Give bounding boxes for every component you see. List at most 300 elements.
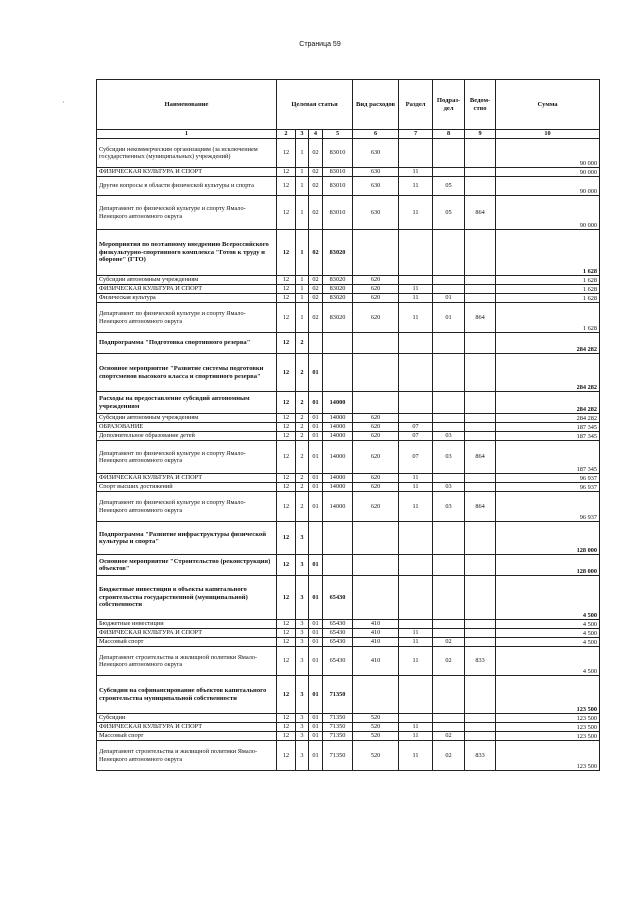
target-program-cell: 12 [277,423,296,432]
subsection-cell: 02 [433,741,465,771]
amount-cell: 123 500 [496,714,600,723]
expense-type-cell: 520 [353,741,399,771]
department-code-cell [465,294,496,303]
amount-cell: 123 500 [496,723,600,732]
table-row [97,230,600,276]
target-activity-cell [309,333,323,354]
table-row [97,294,600,303]
expense-type-cell: 620 [353,492,399,522]
section-cell: 11 [399,303,433,333]
section-cell: 07 [399,441,433,474]
target-activity-cell: 01 [309,676,323,714]
target-program-cell: 12 [277,333,296,354]
target-subprogram-cell: 3 [296,676,309,714]
target-direction-cell [323,333,353,354]
expense-type-cell: 620 [353,483,399,492]
target-subprogram-cell: 2 [296,492,309,522]
header-row [97,80,600,130]
amount-cell: 4 500 [496,620,600,629]
target-activity-cell: 01 [309,723,323,732]
col-number: 4 [309,130,323,139]
target-direction-cell [323,555,353,576]
target-direction-cell: 14000 [323,483,353,492]
amount-cell: 1 628 [496,294,600,303]
expense-type-cell: 620 [353,474,399,483]
col-expense-type-header: Вид расходов [353,80,399,130]
target-program-cell: 12 [277,474,296,483]
table-row [97,303,600,333]
department-code-cell [465,432,496,441]
department-code-cell [465,714,496,723]
column-number-row [97,130,600,139]
subsection-cell [433,620,465,629]
section-cell [399,676,433,714]
target-subprogram-cell: 3 [296,555,309,576]
col-number: 1 [97,130,277,139]
subsection-cell [433,285,465,294]
department-code-cell [465,483,496,492]
expense-type-cell [353,555,399,576]
row-name-cell: Основное мероприятие "Развитие системы подготовки спортсменов высокого класса и спортивного резерва" [97,354,277,392]
target-activity-cell: 02 [309,168,323,177]
target-subprogram-cell: 2 [296,423,309,432]
col-amount-header: Сумма [496,80,600,130]
target-subprogram-cell: 1 [296,139,309,168]
subsection-cell [433,714,465,723]
department-code-cell [465,230,496,276]
amount-cell: 96 937 [496,474,600,483]
subsection-cell [433,168,465,177]
expense-type-cell: 630 [353,168,399,177]
target-activity-cell: 01 [309,392,323,414]
target-activity-cell: 01 [309,432,323,441]
row-name-cell: Мероприятия по поэтапному внедрению Всероссийского физкультурно-спортивного комплекса "Готов к труду и обороне" (ГТО) [97,230,277,276]
amount-cell: 4 500 [496,576,600,620]
department-code-cell [465,732,496,741]
expense-type-cell [353,230,399,276]
target-direction-cell: 14000 [323,414,353,423]
amount-cell: 284 282 [496,392,600,414]
subsection-cell [433,474,465,483]
expense-type-cell: 410 [353,647,399,676]
row-name-cell: ФИЗИЧЕСКАЯ КУЛЬТУРА И СПОРТ [97,474,277,483]
department-code-cell: 864 [465,303,496,333]
amount-cell: 1 628 [496,285,600,294]
target-activity-cell: 02 [309,285,323,294]
section-cell: 11 [399,629,433,638]
section-cell: 11 [399,647,433,676]
target-activity-cell: 01 [309,492,323,522]
amount-cell: 284 282 [496,354,600,392]
amount-cell: 1 628 [496,303,600,333]
expense-type-cell: 620 [353,303,399,333]
table-row [97,576,600,620]
section-cell: 07 [399,432,433,441]
amount-cell: 90 000 [496,139,600,168]
target-program-cell: 12 [277,303,296,333]
department-code-cell: 864 [465,196,496,230]
target-program-cell: 12 [277,285,296,294]
target-activity-cell: 01 [309,441,323,474]
table-row [97,423,600,432]
subsection-cell: 05 [433,196,465,230]
target-direction-cell: 83020 [323,230,353,276]
target-direction-cell: 14000 [323,392,353,414]
department-code-cell [465,676,496,714]
target-program-cell: 12 [277,555,296,576]
row-name-cell: Спорт высших достижений [97,483,277,492]
amount-cell: 128 000 [496,555,600,576]
target-subprogram-cell: 2 [296,483,309,492]
amount-cell: 187 345 [496,432,600,441]
row-name-cell: ФИЗИЧЕСКАЯ КУЛЬТУРА И СПОРТ [97,629,277,638]
row-name-cell: ФИЗИЧЕСКАЯ КУЛЬТУРА И СПОРТ [97,723,277,732]
amount-cell: 90 000 [496,196,600,230]
target-program-cell: 12 [277,741,296,771]
subsection-cell [433,276,465,285]
target-program-cell: 12 [277,714,296,723]
target-subprogram-cell: 2 [296,432,309,441]
department-code-cell [465,638,496,647]
margin-mark: · [62,98,65,107]
section-cell [399,139,433,168]
col-number: 6 [353,130,399,139]
target-subprogram-cell: 2 [296,392,309,414]
expense-type-cell: 520 [353,714,399,723]
target-program-cell: 12 [277,732,296,741]
section-cell: 11 [399,732,433,741]
department-code-cell [465,414,496,423]
budget-table [96,79,600,771]
target-direction-cell [323,354,353,392]
department-code-cell [465,629,496,638]
target-subprogram-cell: 3 [296,629,309,638]
target-activity-cell: 02 [309,196,323,230]
target-subprogram-cell: 3 [296,714,309,723]
target-program-cell: 12 [277,483,296,492]
table-row [97,629,600,638]
target-activity-cell: 01 [309,714,323,723]
target-subprogram-cell: 2 [296,474,309,483]
target-activity-cell: 01 [309,638,323,647]
section-cell: 11 [399,285,433,294]
amount-cell: 4 500 [496,647,600,676]
row-name-cell: Департамент по физической культуре и спорту Ямало-Ненецкого автономного округа [97,492,277,522]
target-subprogram-cell: 3 [296,522,309,555]
expense-type-cell [353,392,399,414]
target-program-cell: 12 [277,629,296,638]
amount-cell: 187 345 [496,441,600,474]
expense-type-cell: 620 [353,285,399,294]
target-subprogram-cell: 3 [296,620,309,629]
expense-type-cell: 620 [353,423,399,432]
target-subprogram-cell: 1 [296,294,309,303]
expense-type-cell: 520 [353,732,399,741]
department-code-cell [465,333,496,354]
target-subprogram-cell: 3 [296,723,309,732]
col-number: 10 [496,130,600,139]
target-activity-cell: 01 [309,483,323,492]
subsection-cell: 03 [433,441,465,474]
department-code-cell [465,139,496,168]
target-direction-cell: 14000 [323,474,353,483]
target-direction-cell: 14000 [323,432,353,441]
expense-type-cell: 520 [353,723,399,732]
target-subprogram-cell: 1 [296,285,309,294]
target-subprogram-cell: 3 [296,732,309,741]
table-row [97,647,600,676]
table-row [97,196,600,230]
target-program-cell: 12 [277,492,296,522]
expense-type-cell: 620 [353,276,399,285]
department-code-cell [465,392,496,414]
target-direction-cell: 14000 [323,423,353,432]
col-name-header: Наименование [97,80,277,130]
table-row [97,392,600,414]
target-activity-cell: 02 [309,230,323,276]
target-direction-cell: 14000 [323,492,353,522]
col-section-header: Раздел [399,80,433,130]
expense-type-cell [353,676,399,714]
target-activity-cell: 01 [309,474,323,483]
target-direction-cell: 83020 [323,294,353,303]
target-subprogram-cell: 1 [296,303,309,333]
amount-cell: 123 500 [496,741,600,771]
row-name-cell: Субсидии некоммерческим организациям (за исключением государственных (муниципальных) учреждений) [97,139,277,168]
target-direction-cell: 83010 [323,177,353,196]
section-cell: 11 [399,638,433,647]
section-cell [399,354,433,392]
row-name-cell: Подпрограмма "Развитие инфраструктуры физической культуры и спорта" [97,522,277,555]
subsection-cell: 03 [433,483,465,492]
table-row [97,620,600,629]
row-name-cell: Физическая культура [97,294,277,303]
amount-cell: 96 937 [496,492,600,522]
row-name-cell: Другие вопросы в области физической культуры и спорта [97,177,277,196]
department-code-cell [465,522,496,555]
row-name-cell: ФИЗИЧЕСКАЯ КУЛЬТУРА И СПОРТ [97,285,277,294]
section-cell: 11 [399,168,433,177]
target-direction-cell: 83020 [323,285,353,294]
amount-cell: 1 628 [496,276,600,285]
section-cell [399,620,433,629]
subsection-cell: 02 [433,732,465,741]
target-subprogram-cell: 2 [296,333,309,354]
row-name-cell: Субсидии на софинансирование объектов капитального строительства муниципальной собственности [97,676,277,714]
target-program-cell: 12 [277,139,296,168]
table-row [97,177,600,196]
expense-type-cell: 630 [353,139,399,168]
target-subprogram-cell: 1 [296,276,309,285]
target-program-cell: 12 [277,414,296,423]
department-code-cell [465,276,496,285]
target-program-cell: 12 [277,676,296,714]
section-cell: 11 [399,723,433,732]
target-subprogram-cell: 1 [296,196,309,230]
subsection-cell: 05 [433,177,465,196]
subsection-cell: 02 [433,638,465,647]
target-direction-cell: 71350 [323,714,353,723]
target-program-cell: 12 [277,638,296,647]
section-cell: 07 [399,423,433,432]
subsection-cell: 03 [433,432,465,441]
section-cell: 11 [399,474,433,483]
amount-cell: 284 282 [496,414,600,423]
target-direction-cell: 83020 [323,276,353,285]
target-subprogram-cell: 2 [296,414,309,423]
department-code-cell [465,555,496,576]
target-activity-cell: 01 [309,741,323,771]
target-program-cell: 12 [277,576,296,620]
col-subsection-header: Подраз-дел [433,80,465,130]
target-activity-cell: 01 [309,423,323,432]
target-program-cell: 12 [277,196,296,230]
target-direction-cell: 83010 [323,139,353,168]
row-name-cell: ОБРАЗОВАНИЕ [97,423,277,432]
row-name-cell: Департамент по физической культуре и спорту Ямало-Ненецкого автономного округа [97,441,277,474]
target-direction-cell: 83010 [323,168,353,177]
target-program-cell: 12 [277,647,296,676]
target-direction-cell: 83020 [323,303,353,333]
section-cell [399,392,433,414]
subsection-cell [433,676,465,714]
row-name-cell: Массовый спорт [97,638,277,647]
target-subprogram-cell: 1 [296,177,309,196]
target-program-cell: 12 [277,392,296,414]
target-program-cell: 12 [277,620,296,629]
expense-type-cell: 410 [353,620,399,629]
expense-type-cell: 620 [353,294,399,303]
target-direction-cell: 14000 [323,441,353,474]
target-direction-cell: 65430 [323,638,353,647]
section-cell [399,555,433,576]
col-target-header: Целевая статья [277,80,353,130]
target-activity-cell: 01 [309,647,323,676]
table-row [97,714,600,723]
amount-cell: 1 628 [496,230,600,276]
col-number: 9 [465,130,496,139]
subsection-cell [433,333,465,354]
expense-type-cell: 620 [353,432,399,441]
col-number: 2 [277,130,296,139]
target-activity-cell: 01 [309,620,323,629]
target-program-cell: 12 [277,276,296,285]
target-activity-cell: 02 [309,139,323,168]
row-name-cell: Бюджетные инвестиции [97,620,277,629]
target-activity-cell: 02 [309,276,323,285]
table-row [97,732,600,741]
table-row [97,285,600,294]
target-direction-cell: 65430 [323,647,353,676]
row-name-cell: Департамент строительства и жилищной политики Ямало-Ненецкого автономного округа [97,647,277,676]
expense-type-cell [353,576,399,620]
department-code-cell: 864 [465,441,496,474]
amount-cell: 187 345 [496,423,600,432]
subsection-cell [433,414,465,423]
department-code-cell [465,354,496,392]
target-activity-cell: 01 [309,576,323,620]
table-row [97,723,600,732]
row-name-cell: Департамент по физической культуре и спорту Ямало-Ненецкого автономного округа [97,196,277,230]
subsection-cell [433,555,465,576]
page-number: Страница 59 [299,41,341,48]
target-direction-cell: 83010 [323,196,353,230]
subsection-cell: 01 [433,303,465,333]
table-row [97,638,600,647]
department-code-cell: 864 [465,492,496,522]
target-activity-cell: 01 [309,354,323,392]
col-number: 3 [296,130,309,139]
section-cell: 11 [399,483,433,492]
row-name-cell: Бюджетные инвестиции в объекты капитального строительства государственной (муниципальной) собственности [97,576,277,620]
amount-cell: 128 000 [496,522,600,555]
amount-cell: 90 000 [496,168,600,177]
target-program-cell: 12 [277,441,296,474]
target-direction-cell: 71350 [323,723,353,732]
expense-type-cell: 410 [353,638,399,647]
section-cell [399,714,433,723]
row-name-cell: Расходы на предоставление субсидий автономным учреждениям [97,392,277,414]
department-code-cell [465,620,496,629]
col-number: 7 [399,130,433,139]
department-code-cell [465,423,496,432]
expense-type-cell: 410 [353,629,399,638]
target-subprogram-cell: 2 [296,441,309,474]
target-direction-cell: 71350 [323,732,353,741]
row-name-cell: Департамент строительства и жилищной политики Ямало-Ненецкого автономного округа [97,741,277,771]
amount-cell: 4 500 [496,629,600,638]
subsection-cell [433,723,465,732]
target-subprogram-cell: 3 [296,647,309,676]
table-row [97,432,600,441]
row-name-cell: ФИЗИЧЕСКАЯ КУЛЬТУРА И СПОРТ [97,168,277,177]
expense-type-cell: 630 [353,177,399,196]
subsection-cell: 02 [433,647,465,676]
department-code-cell [465,576,496,620]
subsection-cell [433,423,465,432]
table-row [97,354,600,392]
table-row [97,555,600,576]
amount-cell: 96 937 [496,483,600,492]
target-subprogram-cell: 1 [296,230,309,276]
row-name-cell: Субсидии автономным учреждениям [97,414,277,423]
table-row [97,441,600,474]
department-code-cell [465,177,496,196]
expense-type-cell [353,333,399,354]
table-row [97,333,600,354]
row-name-cell: Подпрограмма "Подготовка спортивного резерва" [97,333,277,354]
section-cell: 11 [399,196,433,230]
expense-type-cell [353,522,399,555]
table-row [97,168,600,177]
target-direction-cell: 65430 [323,576,353,620]
target-activity-cell: 02 [309,177,323,196]
table-row [97,522,600,555]
target-program-cell: 12 [277,522,296,555]
table-row [97,139,600,168]
target-activity-cell: 01 [309,732,323,741]
department-code-cell [465,723,496,732]
table-row [97,741,600,771]
subsection-cell [433,230,465,276]
amount-cell: 123 500 [496,732,600,741]
subsection-cell [433,354,465,392]
subsection-cell [433,629,465,638]
amount-cell: 90 000 [496,177,600,196]
table-row [97,676,600,714]
target-program-cell: 12 [277,177,296,196]
row-name-cell: Массовый спорт [97,732,277,741]
